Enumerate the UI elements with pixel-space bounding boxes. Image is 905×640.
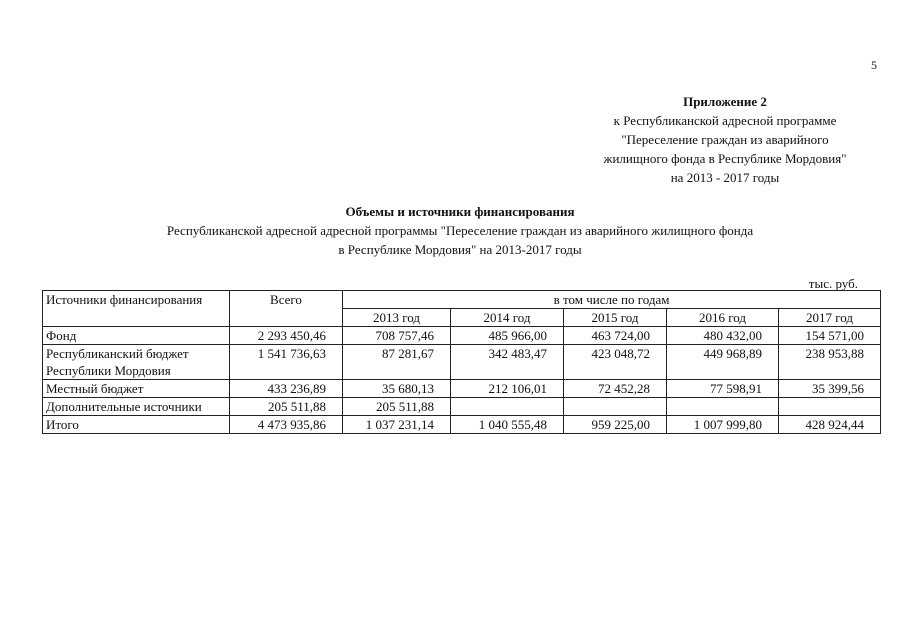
row-value: 423 048,72	[564, 345, 667, 380]
row-value: 480 432,00	[667, 327, 779, 345]
row-value	[564, 398, 667, 416]
row-value: 72 452,28	[564, 380, 667, 398]
row-value	[667, 398, 779, 416]
header-year: 2017 год	[779, 309, 881, 327]
row-total: 433 236,89	[230, 380, 343, 398]
heading-title: Объемы и источники финансирования	[345, 204, 575, 219]
header-total: Всего	[230, 291, 343, 327]
table-row	[43, 327, 881, 345]
row-value: 212 106,01	[451, 380, 564, 398]
appendix-title: Приложение 2	[683, 94, 767, 109]
row-value	[451, 398, 564, 416]
row-total: 4 473 935,86	[230, 416, 343, 434]
heading-line: Республиканской адресной адресной программы "Переселение граждан из аварийного жилищного фонда	[166, 223, 754, 238]
row-total: 1 541 736,63	[230, 345, 343, 380]
appendix-line: к Республиканской адресной программе	[613, 113, 837, 128]
page-number: 5	[871, 58, 877, 72]
header-year: 2015 год	[564, 309, 667, 327]
row-total: 2 293 450,46	[230, 327, 343, 345]
row-value: 708 757,46	[343, 327, 451, 345]
row-value: 428 924,44	[779, 416, 881, 434]
row-value: 959 225,00	[564, 416, 667, 434]
row-value	[779, 398, 881, 416]
row-value: 485 966,00	[451, 327, 564, 345]
row-value: 205 511,88	[343, 398, 451, 416]
header-source: Источники финансирования	[43, 291, 230, 327]
row-value: 154 571,00	[779, 327, 881, 345]
row-value: 342 483,47	[451, 345, 564, 380]
units-label: тыс. руб.	[808, 276, 858, 291]
header-year: 2016 год	[667, 309, 779, 327]
row-value: 1 007 999,80	[667, 416, 779, 434]
document-heading	[40, 202, 880, 259]
row-total: 205 511,88	[230, 398, 343, 416]
heading-line: в Республике Мордовия" на 2013-2017 годы	[338, 242, 582, 257]
row-value: 35 399,56	[779, 380, 881, 398]
row-value: 463 724,00	[564, 327, 667, 345]
row-source: Республиканский бюджет Республики Мордовия	[43, 345, 230, 380]
table-row	[43, 380, 881, 398]
row-value: 35 680,13	[343, 380, 451, 398]
appendix-line: "Переселение граждан из аварийного	[621, 132, 829, 147]
row-source: Фонд	[43, 327, 230, 345]
table-row	[43, 398, 881, 416]
appendix-line: жилищного фонда в Республике Мордовия"	[603, 151, 847, 166]
row-value: 238 953,88	[779, 345, 881, 380]
financing-table	[42, 290, 881, 434]
row-source: Дополнительные источники	[43, 398, 230, 416]
header-year: 2013 год	[343, 309, 451, 327]
table-row	[43, 345, 881, 380]
appendix-line: на 2013 - 2017 годы	[670, 170, 780, 185]
row-source: Итого	[43, 416, 230, 434]
appendix-block	[560, 92, 890, 187]
row-value: 449 968,89	[667, 345, 779, 380]
row-value: 87 281,67	[343, 345, 451, 380]
row-value: 1 037 231,14	[343, 416, 451, 434]
header-year: 2014 год	[451, 309, 564, 327]
row-value: 1 040 555,48	[451, 416, 564, 434]
row-value: 77 598,91	[667, 380, 779, 398]
row-source: Местный бюджет	[43, 380, 230, 398]
header-years-group: в том числе по годам	[343, 291, 881, 309]
table-row-total	[43, 416, 881, 434]
table-header-row	[43, 291, 881, 309]
